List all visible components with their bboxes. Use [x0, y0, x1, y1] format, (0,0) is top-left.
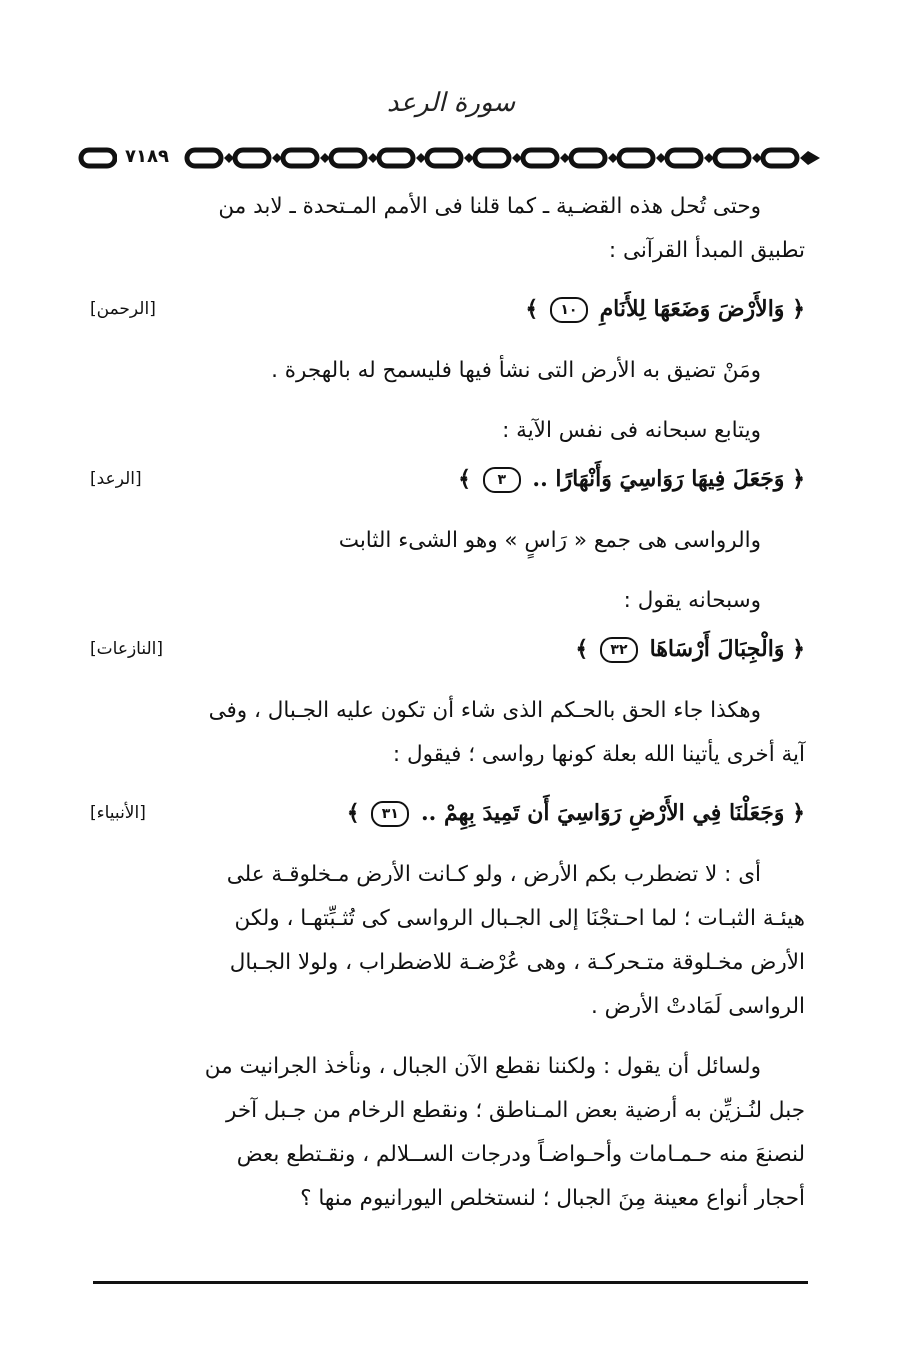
- ayah-number-badge: ٣: [483, 467, 521, 493]
- paragraph: [90, 689, 805, 777]
- text-line: لنصنعَ منه حـمـامات وأحـواضـاً ودرجات الســلالم ، ونقـتطع بعض: [236, 1142, 805, 1167]
- surah-reference: [الرحمن]: [90, 299, 156, 319]
- ayah-number-badge: ٣١: [371, 801, 409, 827]
- quran-verse: [575, 636, 805, 663]
- quran-verse: [525, 296, 805, 323]
- paragraph: [90, 1045, 805, 1221]
- ornate-bracket-open: ﴿: [792, 295, 805, 322]
- ornate-bracket-close: ﴾: [458, 465, 472, 492]
- ornate-bracket-open: ﴿: [792, 465, 805, 492]
- ornate-bracket-close: ﴾: [525, 295, 539, 322]
- surah-title-header: سورة الرعد: [386, 88, 516, 118]
- text-line: الأرض مخـلوقة متـحركـة ، وهى عُرْضـة للاضطراب ، ولولا الجـبال: [229, 950, 805, 975]
- text-line: جبل لنُـزيِّن به أرضية بعض المـناطق ؛ ونقطع الرخام من جـبل آخر: [225, 1098, 805, 1123]
- text-line: تطبيق المبدأ القرآنى :: [608, 238, 805, 263]
- text-line: ولسائل أن يقول : ولكننا نقطع الآن الجبال ، ونأخذ الجرانيت من: [204, 1054, 761, 1079]
- quran-verse-block: [90, 289, 805, 329]
- text-line: آية أخرى يأتينا الله بعلة كونها رواسى ؛ فيقول :: [392, 742, 805, 767]
- text-line: ومَنْ تضيق به الأرض التى نشأ فيها فليسمح له بالهجرة .: [271, 358, 761, 383]
- ayah-number-badge: ١٠: [550, 297, 588, 323]
- text-line: الرواسى لَمَادتْ الأرض .: [591, 994, 805, 1019]
- text-line: أحجار أنواع معينة مِنَ الجبال ؛ لنستخلص اليورانيوم منها ؟: [300, 1186, 805, 1211]
- text-line: وهكذا جاء الحق بالحـكم الذى شاء أن تكون عليه الجـبال ، وفى: [208, 698, 761, 723]
- quran-verse: [458, 466, 805, 493]
- text-line: أى : لا تضطرب بكم الأرض ، ولو كـانت الأرض مـخلوقـة على: [226, 862, 761, 887]
- paragraph: [90, 853, 805, 1029]
- text-line: هيئـة الثبـات ؛ لما احـتجْنَا إلى الجـبال الرواسى كى تُثـبِّتهـا ، ولكن: [234, 906, 805, 931]
- surah-reference: [الرعد]: [90, 469, 142, 489]
- ornate-bracket-close: ﴾: [575, 635, 589, 662]
- ornate-bracket-close: ﴾: [346, 799, 360, 826]
- verse-text: وَالأَرْضَ وَضَعَهَا لِلأَنَامِ: [599, 295, 785, 322]
- text-line: ويتابع سبحانه فى نفس الآية :: [502, 418, 761, 443]
- quran-verse-block: [90, 629, 805, 669]
- verse-text: وَجَعَلَ فِيهَا رَوَاسِيَ وَأَنْهَارًا ..: [532, 465, 785, 492]
- footer-rule: [93, 1281, 808, 1284]
- ornate-bracket-open: ﴿: [792, 635, 805, 662]
- ornamental-border: [75, 140, 835, 176]
- main-text: [90, 185, 805, 1237]
- surah-reference: [الأنبياء]: [90, 803, 146, 823]
- ayah-number-badge: ٣٢: [600, 637, 638, 663]
- text-line: والرواسى هى جمع « رَاسٍ » وهو الشىء الثابت: [338, 528, 761, 553]
- quran-verse-block: [90, 793, 805, 833]
- surah-reference: [النازعات]: [90, 639, 164, 659]
- ornate-bracket-open: ﴿: [792, 799, 805, 826]
- quran-verse: [347, 800, 805, 827]
- text-line: وسبحانه يقول :: [623, 588, 761, 613]
- verse-text: وَالْجِبَالَ أَرْسَاهَا: [649, 635, 785, 662]
- paragraph: [90, 185, 805, 273]
- verse-text: وَجَعَلْنَا فِي الأَرْضِ رَوَاسِيَ أَن تَمِيدَ بِهِمْ ..: [420, 799, 785, 826]
- page-number: ٧١٨٩: [117, 145, 177, 169]
- quran-verse-block: [90, 459, 805, 499]
- text-line: وحتى تُحل هذه القضـية ـ كما قلنا فى الأمم المـتحدة ـ لابد من: [218, 194, 761, 219]
